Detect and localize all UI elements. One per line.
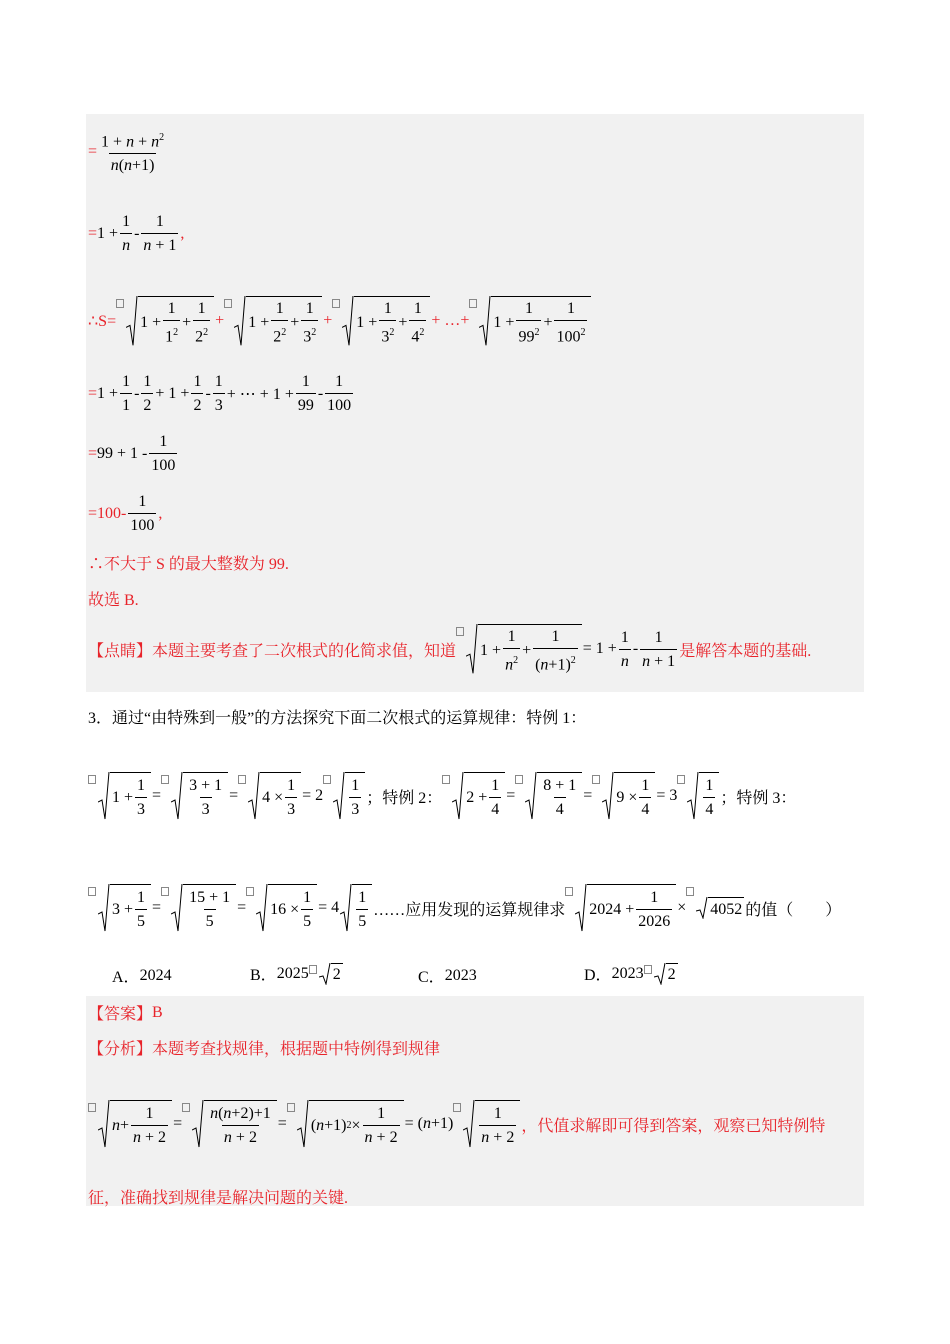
examples-line: 1 + 1 3 = 3 + 1 3 = 4 × 1 3 = 2 1 3 ；特例 2： 2 + 1 4 = 8 + 1 4 = 9 × 1 4 = 3 1 4 ；特例 3： — [88, 772, 796, 820]
option-b[interactable]: B． 2025 2 — [250, 964, 341, 984]
analysis-line: 【分析】 本题考查找规律，根据题中特例得到规律 — [88, 1036, 440, 1059]
option-c[interactable]: C． 2023 — [418, 966, 477, 986]
step-line-6: =100- 1 100 , — [88, 493, 163, 534]
step-line-1 — [88, 128, 168, 175]
example3-line: 3 + 1 5 = 15 + 1 5 = 16 × 1 5 = 4 1 5 ……应用发现的运算规律求 2024 + 1 2026 × 4052 的值（ ） — [88, 884, 841, 932]
question-intro: 3．通过“由特殊到一般”的方法探究下面二次根式的运算规律：特例 1： — [88, 710, 587, 727]
conclusion-line-2: 故选 B. — [88, 592, 139, 609]
sum-line: ∴S= 1 + 1 $1^2$ + 1 $2^2$ + 1 + 1 $2^2$ + 1 $3^2$ + 1 + 1 $3^2$ + 1 $4^2$ + …+ 1 + 1 $99^2$ + 1 $100^2$ — [88, 296, 592, 346]
option-d[interactable]: D． 2023 2 — [584, 964, 676, 984]
step-line-4: = 1 + $\frac{1}{1}$ - 1 2 + 1 + $\frac{1}{2}$ - 1 3 + ⋯ + 1 + $\frac{1}{99}$ - 1 100 — [88, 373, 352, 414]
conclusion-line-1: ∴不大于 S 的最大整数为 99. — [88, 556, 289, 573]
step-line-2: = 1 + $\frac{1}{n}$ - 1 n + 1 , — [88, 213, 185, 254]
comment-label: 【点睛】 — [88, 642, 153, 660]
analysis-conclusion-2: 征，准确找到规律是解决问题的关键. — [88, 1190, 349, 1207]
equals-sign: = — [88, 142, 98, 160]
answer-value: B — [152, 1003, 163, 1021]
option-a[interactable]: A． 2024 — [112, 966, 172, 986]
answer-line — [88, 1001, 163, 1024]
step-line-5: = 99 + 1 - 1 100 — [88, 433, 176, 474]
fraction: $\frac{1 + n + n^2}{n(n+1)}$ — [101, 132, 165, 175]
answer-label: 【答案】 — [88, 1006, 153, 1023]
analysis-formula: n + 1 n + 2 = n(n+2)+1 n + 2 = ( n +1) 2 × 1 n + 2 = (n+1) 1 n + 2 ，代值求解即可得到答案，观察已知特例特 — [88, 1100, 825, 1148]
analysis-label: 【分析】 — [88, 1041, 153, 1058]
comment-line: 【点睛】 本题主要考查了二次根式的化简求值，知道 1 + 1 $n^2$ + 1 $(n+1)^2$ = 1 + $\frac{1}{n}$ - 1 n + 1 是解答本题的基础. — [88, 624, 811, 674]
sum-prefix: ∴S= — [88, 313, 117, 331]
